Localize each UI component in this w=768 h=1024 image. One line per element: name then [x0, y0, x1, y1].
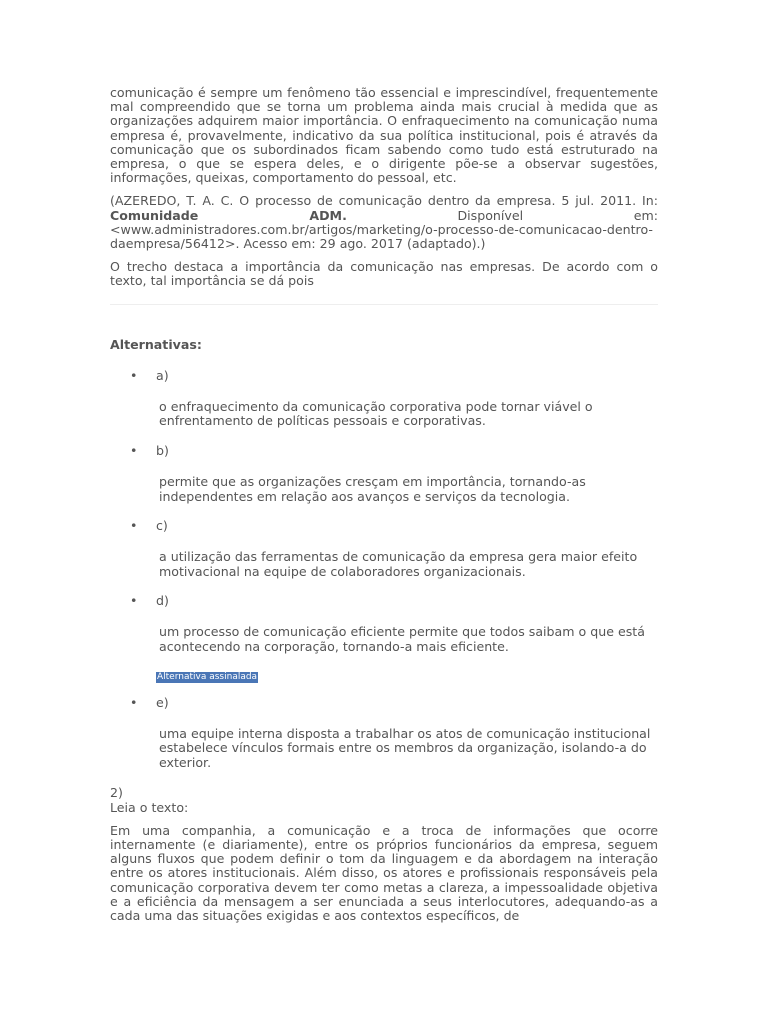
citation-suffix: Disponível em: <www.administradores.com.br/artigos/marketing/o-processo-de-comunicacao-dentro-daempresa/56412>. Acesso em: 29 ago. 2017 (adaptado).): [110, 207, 658, 252]
alternative-b[interactable]: [110, 443, 658, 504]
alternative-text: um processo de comunicação eficiente permite que todos saibam o que está acontecendo na corporação, tornando-a mais eficiente.: [159, 624, 645, 654]
passage-citation: [110, 194, 658, 251]
bullet-icon: •: [130, 518, 138, 534]
bullet-icon: •: [130, 443, 138, 459]
question-2-intro: Leia o texto:: [110, 799, 189, 815]
citation-source: Comunidade ADM.: [110, 207, 347, 223]
bullet-icon: •: [130, 694, 138, 710]
alternative-text: uma equipe interna disposta a trabalhar os atos de comunicação institucional estabelece vínculos formais entre os membros da organização, isolando-a do exterior.: [159, 725, 651, 770]
bullet-icon: •: [130, 367, 138, 383]
alternative-text: permite que as organizações cresçam em importância, tornando-as independentes em relação aos avanços e serviços da tecnologia.: [159, 474, 586, 504]
alternative-letter: b): [156, 443, 169, 459]
alternative-e[interactable]: [110, 695, 658, 771]
alternative-letter: d): [156, 593, 169, 609]
alternative-c[interactable]: [110, 518, 658, 579]
alternative-d[interactable]: [110, 593, 658, 680]
question-2-number: 2): [110, 785, 123, 801]
question-statement: O trecho destaca a importância da comunicação nas empresas. De acordo com o texto, tal importância se dá pois: [110, 259, 658, 289]
selected-alternative-badge: Alternativa assinalada: [157, 671, 258, 682]
alternative-letter: a): [156, 367, 169, 383]
question-2-text: Em uma companhia, a comunicação e a troca de informações que ocorre internamente (e diariamente), entre os próprios funcionários da empresa, seguem alguns fluxos que podem definir o tom da linguagem e da abordagem na interação entre os atores institucionais. Além disso, os atores e profissionais responsáveis pela comunicação corporativa devem ter como metas a clareza, a impessoalidade objetiva e a eficiência da mensagem a ser enunciada a seus interlocutores, adequando-as a cada uma das situações exigidas e aos contextos específicos, de: [110, 822, 658, 923]
alternative-text: o enfraquecimento da comunicação corporativa pode tornar viável o enfrentamento de políticas pessoais e corporativas.: [159, 398, 593, 429]
question-content: [110, 86, 658, 923]
alternative-letter: e): [156, 694, 169, 710]
citation-prefix: (AZEREDO, T. A. C. O processo de comunicação dentro da empresa. 5 jul. 2011. In:: [110, 193, 658, 209]
alternatives-heading: Alternativas:: [110, 336, 202, 352]
bullet-icon: •: [130, 593, 138, 609]
alternative-a[interactable]: [110, 368, 658, 429]
alternatives-list: [110, 368, 658, 771]
alternative-letter: c): [156, 518, 168, 534]
alternative-text: a utilização das ferramentas de comunicação da empresa gera maior efeito motivacional na equipe de colaboradores organizacionais.: [159, 549, 638, 579]
divider: [110, 304, 658, 305]
passage-paragraph: comunicação é sempre um fenômeno tão essencial e imprescindível, frequentemente mal compreendido que se torna um problema ainda mais crucial à medida que as organizações adquirem maior importância. O enfraquecimento na comunicação numa empresa é, provavelmente, indicativo da sua política institucional, pois é através da comunicação que os subordinados ficam sabendo como tudo está estruturado na empresa, o que se espera deles, e o dirigente põe-se a observar sugestões, informações, queixas, comportamento do pessoal, etc.: [110, 85, 658, 186]
